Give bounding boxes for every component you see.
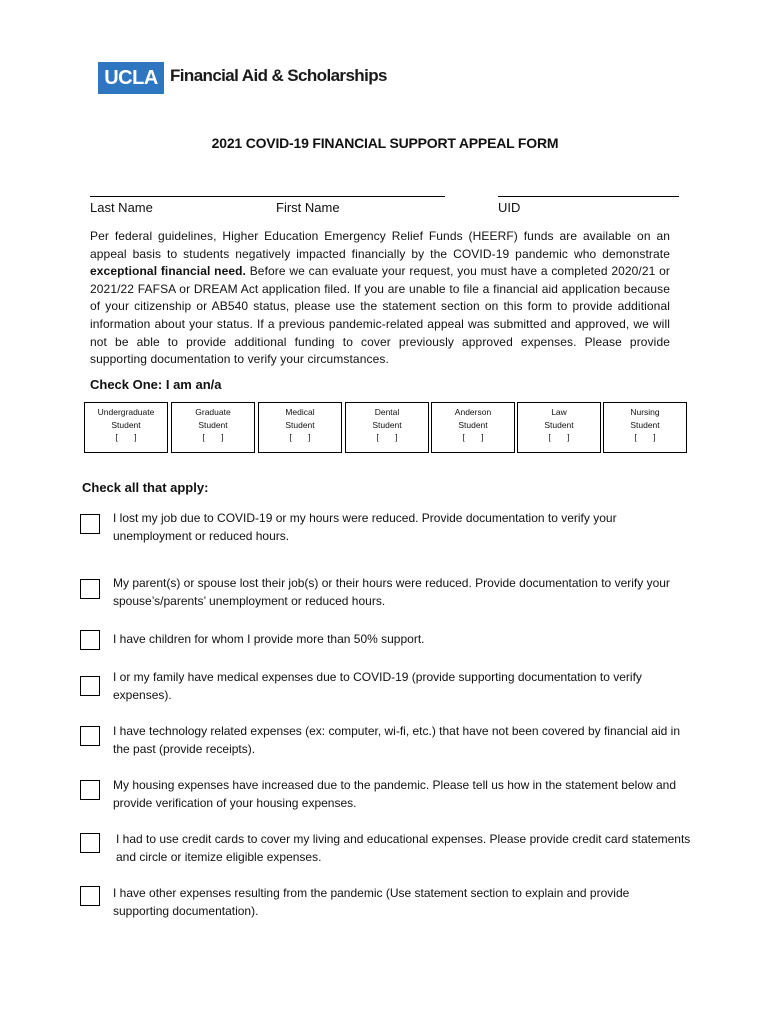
checklist-item-text: I lost my job due to COVID-19 or my hours were reduced. Provide documentation to verify your unemployment or reduced hours. [113, 511, 617, 543]
status-checkbox-mark[interactable]: [ ] [376, 432, 398, 442]
status-option-label: Graduate [195, 407, 231, 417]
checklist-checkbox[interactable] [80, 780, 100, 800]
status-option-label: Dental [374, 407, 400, 417]
status-option-label: Anderson [454, 407, 492, 417]
status-checkbox-mark[interactable]: [ ] [548, 432, 570, 442]
checklist-item-text: My parent(s) or spouse lost their job(s) or their hours were reduced. Provide documentation to verify your spouse’s/parents’ unemployment or reduced hours. [113, 576, 670, 608]
status-option-label: Nursing [630, 407, 660, 417]
status-option-nursing[interactable] [603, 402, 687, 453]
status-option-label: Student [111, 419, 141, 430]
checklist-checkbox[interactable] [80, 886, 100, 906]
status-option-label: Student [285, 419, 315, 430]
checklist-item-text: I have children for whom I provide more than 50% support. [113, 632, 425, 646]
status-option-label: Student [544, 419, 574, 430]
status-option-label: Law [551, 407, 567, 417]
status-checkbox-mark[interactable]: [ ] [115, 432, 137, 442]
checklist-item-text: I have technology related expenses (ex: computer, wi-fi, etc.) that have not been covered by financial aid in the past (provide receipts). [113, 724, 680, 756]
status-checkbox-mark[interactable]: [ ] [634, 432, 656, 442]
status-option-dental[interactable] [345, 402, 429, 453]
checklist-item-text: I have other expenses resulting from the pandemic (Use statement section to explain and provide supporting documentation). [113, 886, 630, 918]
intro-paragraph [90, 228, 670, 369]
intro-text-1: Per federal guidelines, Higher Education Emergency Relief Funds (HEERF) funds are available on an appeal basis to students negatively impacted financially by the COVID-19 pandemic who demonstrate [90, 229, 670, 261]
checklist-item-text: My housing expenses have increased due to the pandemic. Please tell us how in the statement below and provide verification of your housing expenses. [113, 778, 677, 810]
uid-field-line[interactable] [498, 196, 679, 197]
checklist-checkbox[interactable] [80, 676, 100, 696]
status-option-label: Student [458, 419, 488, 430]
intro-text-2: Before we can evaluate your request, you must have a completed 2020/21 or 2021/22 FAFSA or DREAM Act application filed. If you are unable to file a financial aid application because of your citizenship or AB540 status, please use the statement section on this form to provide additional information about your status. If a previous pandemic-related appeal was submitted and approved, we will not be able to provide additional funding to cover previously approved expenses. Please provide supporting documentation to verify your circumstances. [90, 264, 670, 367]
status-option-label: Medical [285, 407, 315, 417]
form-title: 2021 COVID-19 FINANCIAL SUPPORT APPEAL FORM [211, 135, 559, 151]
checklist-item-text: I had to use credit cards to cover my living and educational expenses. Please provide credit card statements and circle or itemize eligible expenses. [116, 832, 691, 864]
checklist-checkbox[interactable] [80, 630, 100, 650]
status-checkbox-mark[interactable]: [ ] [462, 432, 484, 442]
ucla-logo: UCLA [98, 62, 164, 94]
status-option-anderson[interactable] [431, 402, 515, 453]
check-all-label: Check all that apply: [82, 480, 209, 495]
status-option-label: Student [372, 419, 402, 430]
department-name: Financial Aid & Scholarships [170, 66, 387, 85]
last-name-label: Last Name [90, 200, 153, 215]
checklist-checkbox[interactable] [80, 514, 100, 534]
checklist-checkbox[interactable] [80, 579, 100, 599]
status-option-label: Student [630, 419, 660, 430]
checklist-checkbox[interactable] [80, 833, 100, 853]
intro-bold-text: exceptional financial need. [90, 264, 246, 279]
status-option-graduate[interactable] [171, 402, 255, 453]
status-option-medical[interactable] [258, 402, 342, 453]
uid-label: UID [498, 200, 521, 215]
status-checkbox-mark[interactable]: [ ] [202, 432, 224, 442]
status-option-label: Student [198, 419, 228, 430]
name-field-line[interactable] [90, 196, 445, 197]
status-option-law[interactable] [517, 402, 601, 453]
checklist-checkbox[interactable] [80, 726, 100, 746]
first-name-label: First Name [276, 200, 340, 215]
check-one-label: Check One: I am an/a [90, 377, 222, 392]
checklist-item-text: I or my family have medical expenses due to COVID-19 (provide supporting documentation to verify expenses). [113, 670, 642, 702]
status-option-label: Undergraduate [97, 407, 155, 417]
status-option-undergraduate[interactable] [84, 402, 168, 453]
status-checkbox-mark[interactable]: [ ] [289, 432, 311, 442]
